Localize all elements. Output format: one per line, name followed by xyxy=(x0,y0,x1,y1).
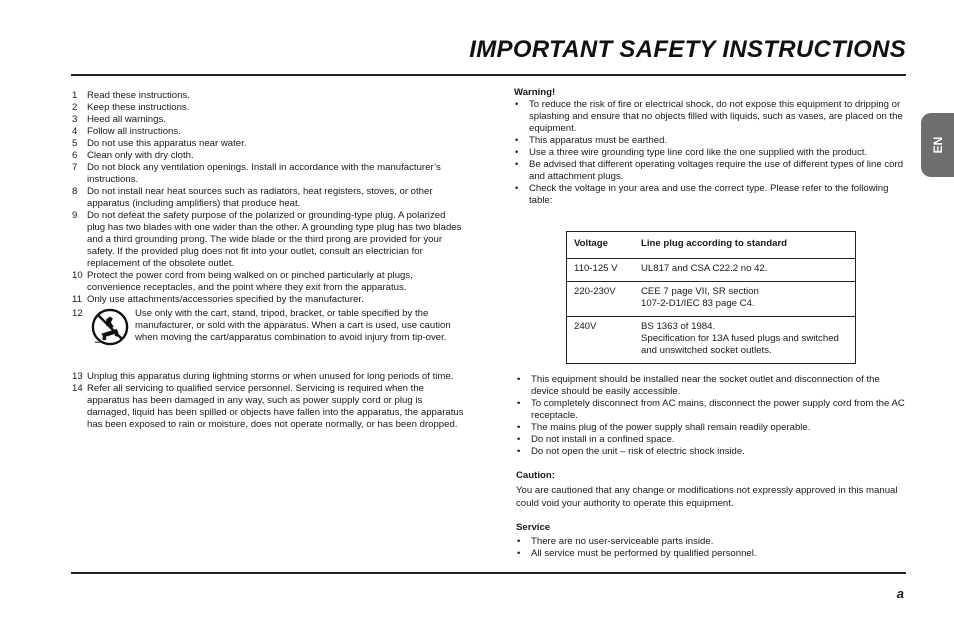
item-text: Clean only with dry cloth. xyxy=(87,150,194,161)
standard-cell xyxy=(634,317,856,364)
bottom-rule xyxy=(71,572,906,574)
item-text: Use only with the cart, stand, tripod, bracket, or table specified by the manufacturer, or sold with the apparatus. When a cart is used, use caution when moving the cart/apparatus combination to avoid injury from tip-over. xyxy=(135,308,451,343)
list-item xyxy=(72,383,464,431)
page-letter: a xyxy=(896,586,904,601)
warning-bullet: • Check the voltage in your area and use the correct type. Please refer to the following table: xyxy=(514,183,906,207)
standard-line: UL817 and CSA C22.2 no 42. xyxy=(641,263,768,274)
warning-heading: Warning! xyxy=(514,87,556,98)
install-section xyxy=(516,374,906,560)
table-row xyxy=(567,317,856,364)
standard-line: BS 1363 of 1984. xyxy=(641,321,716,332)
caution-text: You are cautioned that any change or modifications not expressly approved in this manual could void your authority to operate this equipment. xyxy=(516,485,898,509)
item-text: Heed all warnings. xyxy=(87,114,166,125)
item-text: Read these instructions. xyxy=(87,90,190,101)
standard-line: Specification for 13A fused plugs and switched xyxy=(641,333,839,344)
service-bullet: • There are no user-serviceable parts inside. xyxy=(516,536,906,548)
warning-bullet: • To reduce the risk of fire or electrical shock, do not expose this equipment to dripping or splashing and ensure that no objects filled with liquids, such as vases, are placed on the equipment. xyxy=(514,99,906,135)
standard-cell xyxy=(634,259,856,282)
top-rule xyxy=(71,74,906,76)
voltage-cell: 240V xyxy=(567,317,635,364)
caution-heading: Caution: xyxy=(516,470,555,481)
voltage-cell: 110-125 V xyxy=(567,259,635,282)
table-header-cell: Line plug according to standard xyxy=(634,232,856,259)
item-number: 14 xyxy=(72,383,83,394)
item-text: Do not block any ventilation openings. Install in accordance with the manufacturer’s instructions. xyxy=(87,162,441,185)
language-tab-label: EN xyxy=(930,136,945,154)
item-number: 12 xyxy=(72,308,83,319)
item-text: Do not use this apparatus near water. xyxy=(87,138,247,149)
item-text: Do not install near heat sources such as radiators, heat registers, stoves, or other apparatus (including amplifiers) that produce heat. xyxy=(87,186,433,209)
list-item xyxy=(72,371,464,383)
cart-tipover-warning-icon xyxy=(91,308,129,346)
install-bullet: • The mains plug of the power supply shall remain readily operable. xyxy=(516,422,906,434)
item-number: 1 xyxy=(72,90,78,101)
item-text: Keep these instructions. xyxy=(87,102,190,113)
item-number: 2 xyxy=(72,102,78,113)
warning-section xyxy=(514,87,906,207)
item-text: Refer all servicing to qualified service personnel. Servicing is required when the apparatus has been damaged in any way, such as power supply cord or plug is damaged, liquid has been spilled or objects have fallen into the apparatus, the apparatus has been exposed to rain or moisture, does not operate normally, or has been dropped. xyxy=(87,383,464,430)
standard-cell xyxy=(634,282,856,317)
list-item xyxy=(72,114,464,126)
item-number: 11 xyxy=(72,294,82,305)
item-number: 13 xyxy=(72,371,83,382)
install-bullet: • To completely disconnect from AC mains, disconnect the power supply cord from the AC receptacle. xyxy=(516,398,906,422)
item-text: Do not defeat the safety purpose of the polarized or grounding-type plug. A polarized plug has two blades with one wider than the other. A grounding type plug has two blades and a third grounding prong. The wide blade or the third prong are provided for your safety. If the provided plug does not fit into your outlet, consult an electrician for replacement of the obsolete outlet. xyxy=(87,210,462,269)
install-bullet: • This equipment should be installed near the socket outlet and disconnection of the device should be easily accessible. xyxy=(516,374,906,398)
item-number: 6 xyxy=(72,150,78,161)
item-text: Protect the power cord from being walked on or pinched particularly at plugs, convenience receptacles, and the point where they exit from the apparatus. xyxy=(87,270,413,293)
list-item xyxy=(72,138,464,150)
list-item xyxy=(72,210,464,270)
language-tab[interactable] xyxy=(921,113,954,177)
item-number: 7 xyxy=(72,162,78,173)
item-number: 10 xyxy=(72,270,83,281)
standard-line: CEE 7 page VII, SR section xyxy=(641,286,759,297)
service-bullet: • All service must be performed by qualified personnel. xyxy=(516,548,906,560)
list-item xyxy=(72,90,464,102)
voltage-cell: 220-230V xyxy=(567,282,635,317)
table-header-row xyxy=(567,232,856,259)
warning-bullet: • Use a three wire grounding type line cord like the one supplied with the product. xyxy=(514,147,906,159)
list-item xyxy=(72,162,464,186)
warning-bullet: • Be advised that different operating voltages require the use of different types of line cord and attachment plugs. xyxy=(514,159,906,183)
list-item xyxy=(72,102,464,114)
item-text: Follow all instructions. xyxy=(87,126,181,137)
list-item xyxy=(72,186,464,210)
list-item-cart-warning xyxy=(72,308,464,362)
list-item xyxy=(72,270,464,294)
item-number: 3 xyxy=(72,114,78,125)
install-bullet: • Do not install in a confined space. xyxy=(516,434,906,446)
voltage-table xyxy=(566,231,856,364)
table-header-cell: Voltage xyxy=(567,232,635,259)
item-number: 8 xyxy=(72,186,78,197)
item-text: Unplug this apparatus during lightning storms or when unused for long periods of time. xyxy=(87,371,454,382)
list-item xyxy=(72,150,464,162)
list-item xyxy=(72,294,464,306)
standard-line: 107-2-D1/IEC 83 page C4. xyxy=(641,298,755,309)
list-item xyxy=(72,126,464,138)
table-row xyxy=(567,282,856,317)
service-heading: Service xyxy=(516,522,551,533)
warning-bullet: • This apparatus must be earthed. xyxy=(514,135,906,147)
item-text: Only use attachments/accessories specified by the manufacturer. xyxy=(87,294,364,305)
item-number: 4 xyxy=(72,126,78,137)
item-number: 5 xyxy=(72,138,78,149)
install-bullet: • Do not open the unit – risk of electric shock inside. xyxy=(516,446,906,458)
standard-line: and unswitched socket outlets. xyxy=(641,345,772,356)
table-row xyxy=(567,259,856,282)
instructions-list xyxy=(72,90,464,431)
item-number: 9 xyxy=(72,210,78,221)
page-title: IMPORTANT SAFETY INSTRUCTIONS xyxy=(469,36,906,63)
